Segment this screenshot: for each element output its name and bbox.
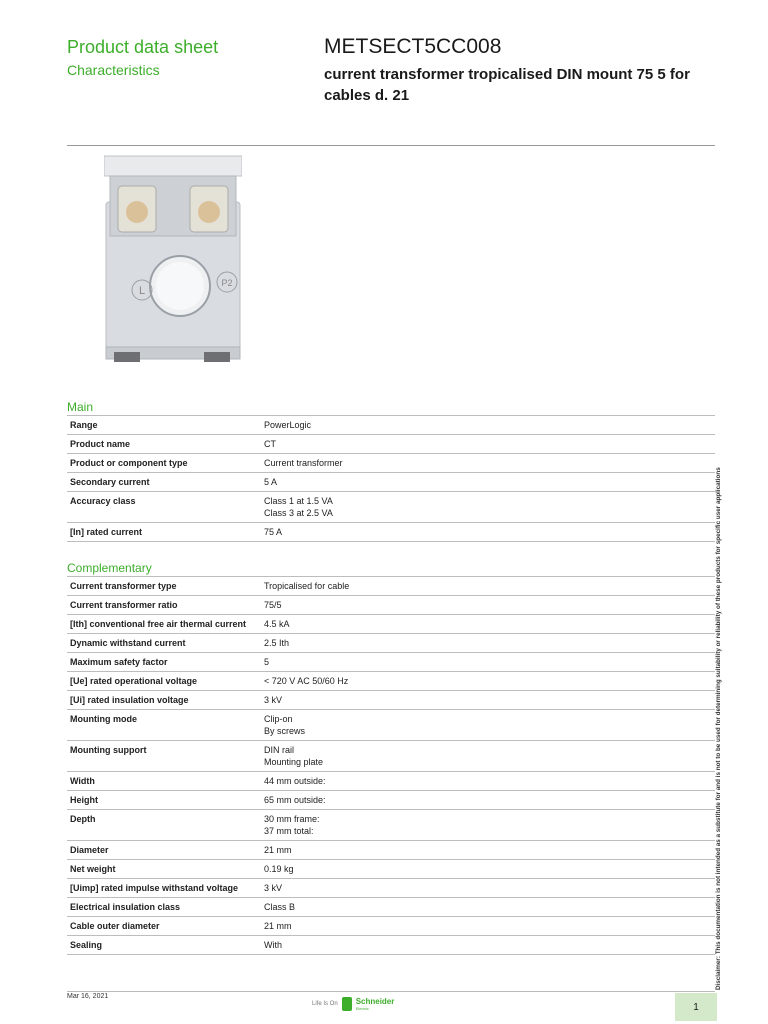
row-value-line: Current transformer — [264, 458, 343, 468]
table-row — [67, 916, 715, 935]
header-right — [324, 34, 724, 106]
table-row — [67, 709, 715, 740]
row-value — [264, 810, 715, 840]
table-row — [67, 522, 715, 542]
row-value — [264, 936, 715, 954]
row-label: Accuracy class — [70, 496, 136, 506]
row-value-line: With — [264, 940, 282, 950]
table-row — [67, 897, 715, 916]
row-label: Dynamic withstand current — [70, 638, 186, 648]
row-label: Diameter — [70, 845, 109, 855]
row-value — [264, 898, 715, 916]
row-label: [Uimp] rated impulse withstand voltage — [70, 883, 239, 893]
row-label: Secondary current — [70, 477, 150, 487]
row-value — [264, 454, 715, 472]
table-row — [67, 740, 715, 771]
product-description: current transformer tropicalised DIN mount 75 5 for cables d. 21 — [324, 66, 690, 104]
row-value-line: 4.5 kA — [264, 619, 290, 629]
row-value-line: < 720 V AC 50/60 Hz — [264, 676, 349, 686]
row-value — [264, 791, 715, 809]
brand-sub: Electric — [355, 1005, 369, 1011]
header-divider — [67, 145, 715, 146]
table-row — [67, 415, 715, 434]
row-label: Maximum safety factor — [70, 657, 168, 667]
table-row — [67, 859, 715, 878]
row-label: Net weight — [70, 864, 116, 874]
schneider-logo — [312, 997, 394, 1011]
row-value-line: 75 A — [264, 527, 283, 537]
table-row — [67, 935, 715, 955]
row-value — [264, 772, 715, 790]
row-label: [In] rated current — [70, 527, 143, 537]
row-value — [264, 634, 715, 652]
row-value-line: Class 3 at 2.5 VA — [264, 508, 333, 518]
row-value — [264, 653, 715, 671]
row-value-line: 2.5 Ith — [264, 638, 290, 648]
row-value — [264, 596, 715, 614]
table-row — [67, 595, 715, 614]
table-row — [67, 671, 715, 690]
row-value-line: Mounting plate — [264, 757, 324, 767]
table-row — [67, 491, 715, 522]
table-row — [67, 840, 715, 859]
row-label: Range — [70, 420, 98, 430]
row-value — [264, 615, 715, 633]
section-complementary-title: Complementary — [67, 561, 152, 575]
table-row — [67, 809, 715, 840]
section-main-title: Main — [67, 400, 94, 414]
table-row — [67, 652, 715, 671]
row-value — [264, 741, 715, 771]
row-value — [264, 672, 715, 690]
row-value — [264, 691, 715, 709]
row-value-line: 37 mm total: — [264, 826, 314, 836]
row-value-line: Class B — [264, 902, 296, 912]
table-row — [67, 453, 715, 472]
row-value-line: 5 — [264, 657, 270, 667]
header-left — [67, 36, 218, 80]
row-value — [264, 416, 715, 434]
complementary-table — [67, 576, 715, 955]
row-value-line: 30 mm frame: — [264, 814, 320, 824]
row-label: Mounting support — [70, 745, 147, 755]
row-value — [264, 523, 715, 541]
table-row — [67, 690, 715, 709]
row-value — [264, 860, 715, 878]
row-label: [Ue] rated operational voltage — [70, 676, 198, 686]
footer-date: Mar 16, 2021 — [67, 993, 109, 1000]
row-value — [264, 435, 715, 453]
brand-name: Schneider — [355, 996, 395, 1006]
row-value-line: 75/5 — [264, 600, 282, 610]
table-row — [67, 790, 715, 809]
table-row — [67, 472, 715, 491]
row-label: Cable outer diameter — [70, 921, 160, 931]
row-label: Electrical insulation class — [70, 902, 181, 912]
row-label: [Ith] conventional free air thermal current — [70, 619, 247, 629]
row-value-line: 21 mm — [264, 921, 292, 931]
row-value — [264, 917, 715, 935]
row-label: Depth — [70, 814, 96, 824]
row-value — [264, 577, 715, 595]
row-value-line: 5 A — [264, 477, 278, 487]
table-row — [67, 576, 715, 595]
row-label: Width — [70, 776, 95, 786]
row-value-line: 0.19 kg — [264, 864, 294, 874]
row-label: [Ui] rated insulation voltage — [70, 695, 189, 705]
terminal-right-label: P2 — [221, 278, 233, 288]
row-value-line: CT — [264, 439, 276, 449]
footer-divider — [67, 991, 715, 992]
row-value-line: DIN rail — [264, 745, 295, 755]
row-label: Sealing — [70, 940, 103, 950]
row-label: Height — [70, 795, 98, 805]
page-subtitle: Characteristics — [67, 62, 160, 78]
row-value — [264, 710, 715, 740]
table-row — [67, 878, 715, 897]
row-value — [264, 841, 715, 859]
disclaimer — [713, 398, 725, 990]
row-value-line: PowerLogic — [264, 420, 312, 430]
table-row — [67, 771, 715, 790]
row-label: Product name — [70, 439, 131, 449]
table-row — [67, 614, 715, 633]
page-title: Product data sheet — [67, 37, 219, 57]
schneider-logo-icon — [342, 997, 352, 1011]
row-value-line: Class 1 at 1.5 VA — [264, 496, 333, 506]
terminal-left-label: L — [138, 285, 146, 297]
row-value-line: 3 kV — [264, 695, 283, 705]
row-value-line: Clip-on — [264, 714, 293, 724]
row-value-line: 65 mm outside: — [264, 795, 326, 805]
row-value-line: 3 kV — [264, 883, 283, 893]
row-label: Product or component type — [70, 458, 188, 468]
table-row — [67, 633, 715, 652]
table-row — [67, 434, 715, 453]
row-value — [264, 879, 715, 897]
row-value-line: Tropicalised for cable — [264, 581, 350, 591]
main-table — [67, 415, 715, 542]
row-value — [264, 473, 715, 491]
product-reference: METSECT5CC008 — [324, 35, 502, 58]
disclaimer-text: Disclaimer: This documentation is not intended as a substitute for and is not to be used for determining suitability or reliability of these products for specific user applications — [715, 467, 722, 990]
brand-block — [356, 998, 395, 1011]
row-label: Mounting mode — [70, 714, 137, 724]
life-is-on-tagline: Life Is On — [312, 1001, 338, 1007]
row-value-line: By screws — [264, 726, 306, 736]
row-value-line: 44 mm outside: — [264, 776, 326, 786]
row-label: Current transformer type — [70, 581, 177, 591]
row-label: Current transformer ratio — [70, 600, 178, 610]
page-number: 1 — [675, 993, 717, 1021]
product-photo — [104, 152, 242, 364]
row-value — [264, 492, 715, 522]
row-value-line: 21 mm — [264, 845, 292, 855]
